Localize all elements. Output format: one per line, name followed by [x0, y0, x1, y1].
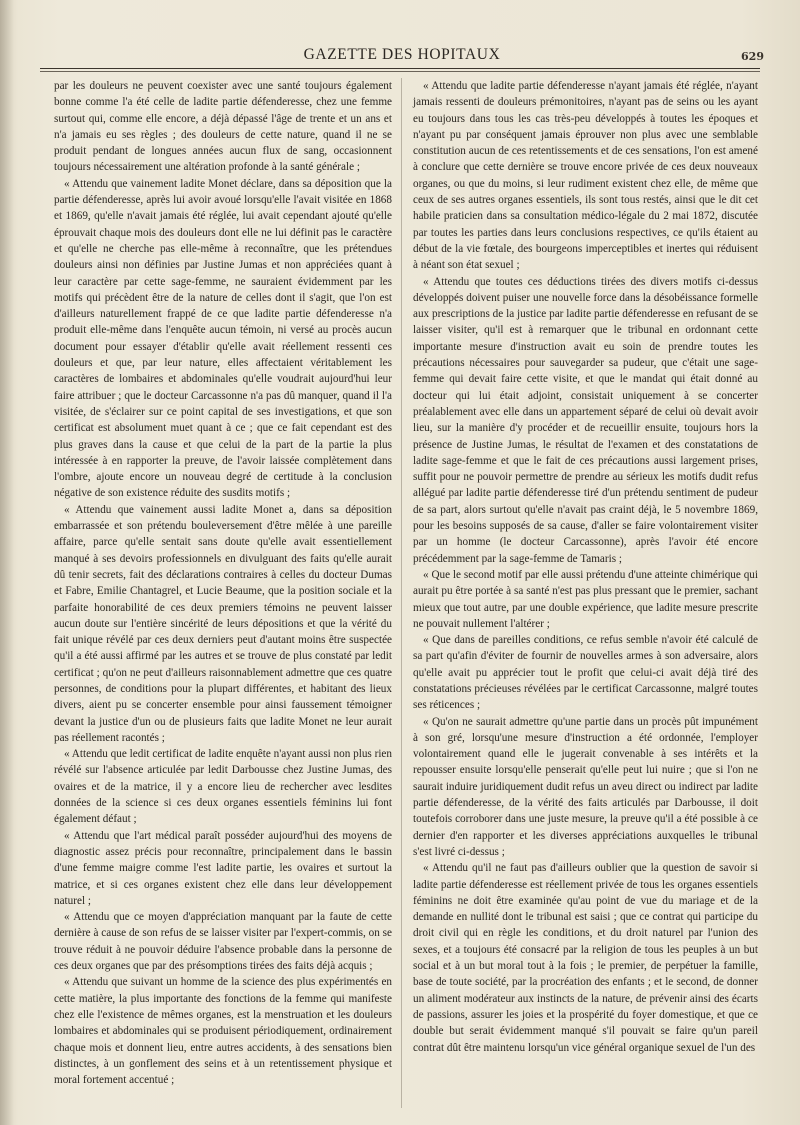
- paragraph: « Attendu que vainement aussi ladite Monet a, dans sa déposition embarrassée et son prétendu bouleversement d'être mêlée à une pareille affaire, parce qu'elle sentait sans doute qu'elle avait essentiellement manqué à ses devoirs professionnels en divulguant des faits qu'elle aurait dû tenir secrets, fait des déclarations contraires à celles du docteur Dumas et Fabre, Emilie Chantagrel, et Lucie Beaume, que la position sociale et la parfaite honorabilité de ces deux premiers témoins ne peuvent laisser aucun doute sur l'entière sincérité de leurs dépositions et que la vérité du fait unique révélé par ces deux derniers peut d'autant moins être suspectée qu'il a été aussi affirmé par les autres et se trouve de plus constaté par ledit certificat ; qu'on ne peut d'ailleurs raisonnablement admettre que ces quatre personnes, de conditions pour la plupart différentes, et habitant des lieux divers, aient pu se concerter ensemble pour ainsi faussement témoigner devant la justice d'un ou de plusieurs faits que ladite Monet ne leur aurait pas réellement racontés ;: [54, 503, 392, 744]
- paragraph: « Attendu que suivant un homme de la science des plus expérimentés en cette matière, la plus importante des fonctions de la femme qui manifeste chez elle l'existence de mêmes organes, est la menstruation et les douleurs lombaires et abdominales qui se produisent périodiquement, ordinairement chaque mois et donnent lieu, entre autres accidents, à des sensations bien distinctes, à un gonflement des seins et à un retentissement physique et moral fortement accentué ;: [54, 976, 392, 1087]
- paragraph: « Attendu que ledit certificat de ladite enquête n'ayant aussi non plus rien révélé sur l'absence articulée par ledit Darbousse chez Justine Jumas, des ovaires et de la matrice, il y a encore lieu de rechercher avec lesdites données de la science si ces deux organes essentiels féminins lui font également défaut ;: [54, 748, 392, 826]
- header-rule: [40, 68, 760, 69]
- paragraph: « Attendu qu'il ne faut pas d'ailleurs oublier que la question de savoir si ladite partie défenderesse est réellement privée de tous les organes essentiels féminins ne doit être examinée qu'au point de vue du mariage et de la demande en nullité dont le tribunal est saisi ; que ce contrat qui participe du droit civil qui en règle les conditions, et du droit naturel par l'union des sexes, et a toujours été consacré par la religion de tous les peuples à un but social et à un but moral tout à la fois ; le premier, de perpétuer la famille, base de toute société, par la procréation des enfants ; et le second, de donner un aliment modérateur aux instincts de la nature, de prévenir ainsi des écarts de passions, assurer les joies et la prospérité du foyer domestique, et que ce double but serait évidemment manqué s'il pouvait se faire qu'un pareil contrat dût être maintenu lorsqu'un vice général organique sexuel de l'un des: [413, 862, 758, 1054]
- paragraph: « Qu'on ne saurait admettre qu'une partie dans un procès pût impunément à son gré, lorsqu'une mesure d'instruction a été ordonnée, l'employer volontairement quand elle le jugerait convenable à ses intérêts et la repousser ensuite lorsqu'elle penserait qu'elle peut lui nuire ; que si l'on ne saurait induire juridiquement dudit refus un aveu direct ou indirect par ladite partie défenderesse, de la vérité des faits articulés par Darbousse, il doit toutefois corroborer dans une juste mesure, la preuve qu'il a été possible à ce dernier d'en rapporter et les diverses appréciations auxquelles le tribunal s'est livré ci-dessus ;: [413, 715, 758, 858]
- paragraph: par les douleurs ne peuvent coexister avec une santé toujours également bonne comme l'a été celle de ladite partie défenderesse, chez une femme surtout qui, comme elle encore, a déjà dépassé l'âge de trente et un ans et n'a jamais eu ses règles ; des douleurs de cette nature, quand il ne se produit pendant de longues années aucun flux de sang, occasionnent toujours nécessairement une altération profonde à la santé générale ;: [54, 80, 392, 174]
- paragraph: « Que le second motif par elle aussi prétendu d'une atteinte chimérique qui aurait pu être portée à sa santé n'est pas plus pressant que le premier, sachant mieux que tout autre, par une double expérience, que ladite mesure prescrite ne pouvait nullement l'altérer ;: [413, 568, 758, 630]
- newspaper-title: GAZETTE DES HOPITAUX: [303, 46, 501, 63]
- column-divider: [401, 78, 402, 1108]
- page-number: 629: [741, 50, 764, 63]
- paragraph: « Attendu que vainement ladite Monet déclare, dans sa déposition que la partie défenderesse, après lui avoir avoué lorsqu'elle l'avait visitée en 1868 et 1869, qu'elle n'avait jamais été réglée, lui avait cependant ajouté qu'elle éprouvait chaque mois des douleurs dont elle ne lui définit pas le caractère et qu'elle ne cherche pas elle-même à reconnaître, que les prétendues douleurs ainsi non définies par Justine Jumas et non appréciées quant à leur caractère par cette sage-femme, ne sauraient évidemment par les motifs qui précèdent être de la nature de celles dont il s'agit, que l'on est d'ailleurs naturellement frappé de ce que ladite partie défenderesse n'a produit elle-même dans l'enquête aucun témoin, ni versé au procès aucun document pour essayer d'établir qu'elle avait réellement ressenti ces douleurs et que, par leur nature, elles affectaient véritablement les caractères de lombaires et abdominales qu'elle voudrait aujourd'hui leur faire attribuer ; que le docteur Carcassonne n'a pas dû manquer, quand il l'a visitée, de s'éclairer sur ce point capital de ses investigations, et que son certificat est absolument muet quant à ce ; que ce fait cependant est des plus graves dans la cause et que celui de la part de la partie la plus intéressée à en rapporter la preuve, de l'avoir laissée complètement dans l'ombre, ajoute encore un nouveau degré de certitude à la conclusion négative de son existence réduite des susdits motifs ;: [54, 177, 392, 500]
- page-header: [40, 46, 764, 70]
- left-column: [54, 78, 392, 1088]
- page-edge-shadow: [0, 0, 14, 1125]
- paragraph: « Attendu que ladite partie défenderesse n'ayant jamais été réglée, n'ayant jamais ressenti de douleurs prémonitoires, n'ayant pas de seins ou les ayant eu toujours dans tous les cas très-peu développés à toutes les époques et n'ayant pu par conséquent jamais éprouver non plus avec une semblable constitution aucun de ces retentissements et de ces sensations, l'on est amené à conclure que cette dernière se trouve encore privée de ces deux nouveaux organes, ou que du moins, si leur rudiment existent chez elle, de même que ceux de ses autres organes essentiels, ils sont tous restés, ainsi que le dit cet habile praticien dans sa consultation médico-légale du 2 mai 1872, discutée par toutes les parties dans leurs conclusions respectives, ce qu'ils étaient au début de la vie fœtale, des bourgeons imperceptibles et inertes qui réduisent à néant son état sexuel ;: [413, 80, 758, 272]
- paragraph: « Attendu que l'art médical paraît posséder aujourd'hui des moyens de diagnostic assez précis pour reconnaître, principalement dans le bassin d'une femme maigre comme l'est ladite partie, les ovaires et surtout la matrice, et si ces organes existent chez elle dans leur développement naturel ;: [54, 829, 392, 907]
- right-column: [413, 78, 758, 1056]
- paragraph: « Attendu que toutes ces déductions tirées des divers motifs ci-dessus développés doivent puiser une nouvelle force dans la désobéissance formelle aux prescriptions de la justice par ladite partie défenderesse en refusant de se laisser visiter, qu'il est à remarquer que le tribunal en ordonnant cette importante mesure d'instruction avait eu soin de prendre toutes les précautions nécessaires pour sauvegarder sa pudeur, que c'était une sage-femme qui devait faire cette visite, et que le mandat qui était donné au docteur qui lui était adjoint, consistait uniquement à se concerter préalablement avec elle dans un appartement séparé de celui où devait avoir lieu, sur la manière d'y procéder et de recueillir ensuite, toujours hors la présence de Justine Jumas, le résultat de l'examen et des constatations de ladite sage-femme et que le fait de ces précautions aussi largement prises, suffit pour ne pouvoir permettre de prendre au sérieux les motifs dudit refus allégué par ladite partie défenderesse tiré d'un prétendu sentiment de pudeur de sa part, alors surtout qu'elle n'avait pas craint déjà, le 5 novembre 1869, pour les besoins supposés de sa cause, d'aller se faire volontairement visiter par un homme (le docteur Carcassonne), après l'avoir été encore précédemment par la sage-femme de Tamaris ;: [413, 275, 758, 565]
- paragraph: « Que dans de pareilles conditions, ce refus semble n'avoir été calculé de sa part qu'afin d'éviter de fournir de nouvelles armes à son adversaire, alors qu'elle avait pu apprécier tout le profit que celui-ci avait déjà tiré des constatations précieuses révélées par le certificat Carcassonne, malgré toutes ses réticences ;: [413, 634, 758, 712]
- header-rule-thin: [40, 71, 760, 72]
- paragraph: « Attendu que ce moyen d'appréciation manquant par la faute de cette dernière à cause de son refus de se laisser visiter par l'expert-commis, on se trouve réduit à ne pouvoir déduire l'absence probable dans la personne de ces deux organes que par des présomptions tirées des faits déjà acquis ;: [54, 911, 392, 973]
